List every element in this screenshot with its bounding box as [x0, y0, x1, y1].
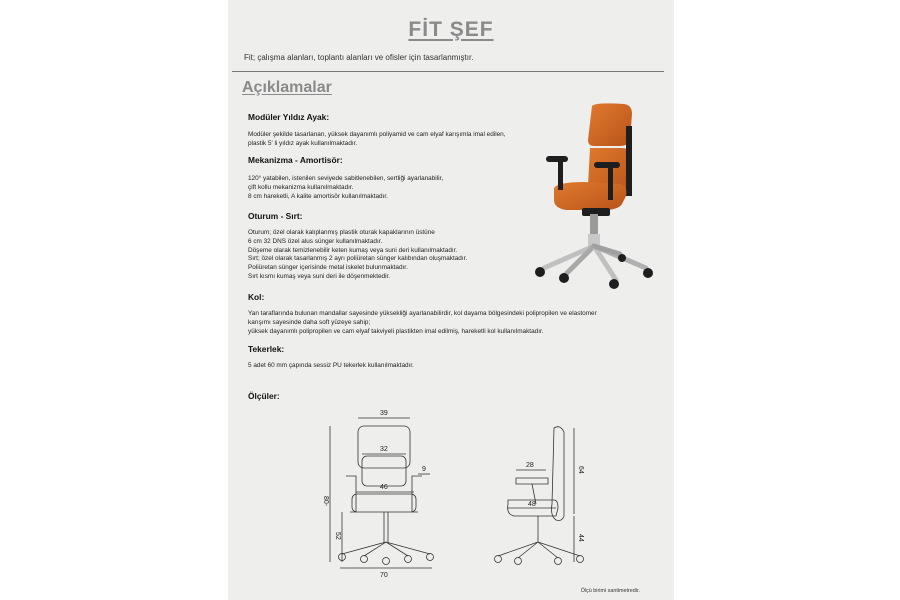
dim-seat-width: 46	[380, 484, 388, 491]
heading-star-base: Modüler Yıldız Ayak:	[248, 112, 330, 122]
text-line: Modüler şekilde tasarlanan, yüksek dayanımlı poliyamid ve cam elyaf karışımla imal edilen,	[248, 131, 506, 138]
dim-inner-width: 32	[380, 446, 388, 453]
text-line: Döşeme olarak temizlenebilir keten kumaş veya suni deri kullanılmaktadır.	[248, 246, 458, 254]
text-line: Yan taraflarında bulunan mandallar sayesinde yüksekliği ayarlanabilirdir, kol dayama bölgesindeki polipropilen ve elastomer	[248, 310, 597, 317]
text-line: 120° yatabilen, istenilen seviyede sabitlenebilen, sertliği ayarlanabilir,	[248, 175, 444, 182]
dim-seat-depth: 48	[528, 501, 536, 508]
dim-seat-height: 52	[334, 532, 341, 540]
heading-seat-back: Oturum - Sırt:	[248, 211, 303, 221]
dim-base-height: 44	[577, 534, 584, 542]
text-line: 8 cm hareketli, A kalite amortisör kullanılmaktadır.	[248, 192, 388, 200]
text-line: plastik 5' li yıldız ayak kullanılmaktadır.	[248, 139, 358, 147]
heading-casters: Tekerlek:	[248, 344, 285, 354]
paragraph-mechanism	[248, 175, 443, 201]
paragraph-seat-back	[248, 229, 467, 282]
paragraph-armrest	[248, 310, 597, 336]
text-line: 6 cm 32 DNS özel alus sünger kullanılmaktadır.	[248, 237, 383, 245]
dim-back-height: 64	[577, 466, 584, 474]
text-line: yüksek dayanımlı polipropilen ve cam elyaf takviyeli plastikten imal edilmiş, hareketli kol kullanılmaktadır.	[248, 327, 544, 335]
dim-base-width: 70	[380, 572, 388, 579]
section-title: Açıklamalar	[242, 79, 332, 96]
heading-mechanism: Mekanizma - Amortisör:	[248, 155, 343, 165]
text-line: Oturum; özel olarak kalıplanmış plastik oturak kapaklarının üstüne	[248, 229, 435, 236]
dim-total-height: 80-	[322, 496, 329, 507]
paragraph-star-base	[248, 131, 506, 149]
front-view-drawing	[330, 418, 434, 568]
text-line: 5 adet 60 mm çapında sessiz PU tekerlek kullanılmaktadır.	[248, 362, 414, 369]
text-line: Sırt kısmı kumaş veya suni deri ile döşenmektedir.	[248, 272, 391, 280]
dim-back-width: 39	[380, 410, 388, 417]
paragraph-casters	[248, 362, 414, 371]
dim-arm-depth: 28	[526, 462, 534, 469]
dimension-drawings	[318, 404, 623, 584]
heading-dimensions: Ölçüler:	[248, 391, 280, 401]
chair-photo	[524, 96, 656, 292]
dim-arm-width: 9	[422, 466, 426, 473]
unit-footnote: Ölçü birimi santimetredir.	[580, 588, 640, 594]
heading-armrest: Kol:	[248, 292, 265, 302]
text-line: karışımı sayesinde daha soft yüzeye sahip;	[248, 318, 371, 326]
dimension-labels	[322, 410, 584, 579]
text-line: Sırt; özel olarak tasarlanmış 2 ayrı poliüretan sünger kalıbından oluşmaktadır.	[248, 255, 468, 263]
divider	[232, 71, 664, 72]
side-view-drawing	[495, 427, 584, 565]
page-title: FİT ŞEF	[408, 18, 494, 41]
catalog-page	[228, 0, 674, 600]
text-line: çift kollu mekanizma kullanılmaktadır.	[248, 183, 354, 191]
text-line: Poliüretan sünger içerisinde metal iskelet bulunmaktadır.	[248, 264, 408, 272]
page-subtitle: Fit; çalışma alanları, toplantı alanları ve ofisler için tasarlanmıştır.	[244, 53, 474, 62]
